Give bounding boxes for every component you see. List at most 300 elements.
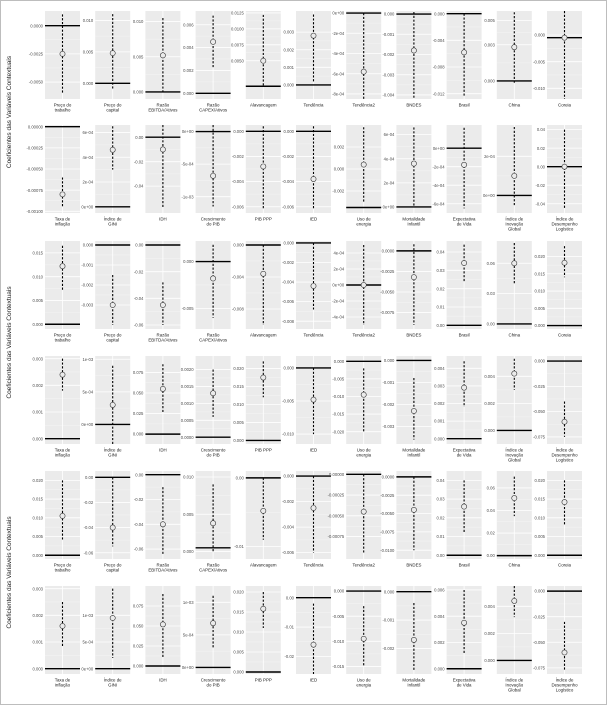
y-tick-label: 6e-04 xyxy=(82,130,94,136)
x-axis-label xyxy=(402,678,425,688)
x-axis-label-line: Razão xyxy=(206,332,220,338)
x-axis-label-line: Brasil xyxy=(458,562,470,568)
point-estimate xyxy=(562,164,567,169)
y-tick-label: 0.000 xyxy=(283,365,294,371)
y-tick-label: 0.000 xyxy=(82,242,94,248)
y-tick-label: 0.005 xyxy=(534,305,545,311)
y-tick-label: 0.000 xyxy=(534,358,545,364)
y-tick-label: -0.004 xyxy=(231,179,244,185)
y-tick-label: 0.002 xyxy=(32,382,43,388)
x-axis-label xyxy=(310,678,317,683)
y-tick-label: 0.0050 xyxy=(230,58,244,64)
panel-2-4 xyxy=(181,125,230,227)
point-estimate xyxy=(411,507,416,512)
point-estimate xyxy=(261,271,266,276)
y-tick-label: 5e-04 xyxy=(82,389,94,395)
panel-2-9 xyxy=(432,125,481,227)
panel-5-7 xyxy=(328,471,382,568)
y-tick-label: 0.000 xyxy=(82,80,94,86)
y-tick-label: 0.00 xyxy=(135,134,144,140)
x-axis-label xyxy=(406,333,421,338)
y-tick-label: -0.002 xyxy=(382,52,395,58)
y-tick-label: 0.003 xyxy=(283,29,294,35)
y-tick-label: 0.075 xyxy=(132,603,144,609)
y-tick-label: -0.006 xyxy=(282,204,294,210)
point-estimate xyxy=(411,637,416,642)
point-estimate xyxy=(160,622,165,627)
x-axis-label xyxy=(310,217,317,222)
point-estimate xyxy=(110,402,115,407)
y-tick-label: 0.000 xyxy=(183,549,194,555)
y-tick-label: 0.00 xyxy=(536,164,545,170)
y-tick-label: 0.02 xyxy=(486,530,495,536)
panel-3-4 xyxy=(182,241,231,343)
panel-1-9 xyxy=(433,11,482,108)
y-tick-label: -0.075 xyxy=(533,665,545,671)
y-tick-label: -0.015 xyxy=(332,664,345,670)
x-axis-label-line: GINI xyxy=(108,452,118,458)
panel-2-2 xyxy=(81,125,130,227)
x-axis-label xyxy=(356,217,371,227)
panel-5-8 xyxy=(380,471,431,568)
point-estimate xyxy=(361,162,366,167)
x-axis-label-line: BNDES xyxy=(406,332,422,338)
y-tick-label: 0.000 xyxy=(333,358,345,364)
x-axis-label xyxy=(104,103,122,113)
y-tick-label: -4e-04 xyxy=(332,51,345,57)
y-tick-label: 0.002 xyxy=(32,612,43,618)
point-estimate xyxy=(462,260,467,265)
y-tick-label: -0.06 xyxy=(133,322,144,328)
panel-6-7 xyxy=(332,586,381,688)
point-estimate xyxy=(462,504,467,509)
y-tick-label: -0.001 xyxy=(382,617,395,623)
y-tick-label: 0.004 xyxy=(484,603,495,609)
x-axis-label-line: CAPEX/Ativos xyxy=(199,107,228,113)
x-axis-label-line: China xyxy=(508,102,521,108)
x-axis-label xyxy=(551,448,578,463)
panel-6-11 xyxy=(533,586,582,693)
y-tick-label: -0.004 xyxy=(282,179,294,185)
y-tick-label: -0.002 xyxy=(382,646,395,652)
y-tick-label: 0e+00 xyxy=(81,204,94,210)
y-tick-label: 2e-04 xyxy=(333,266,345,272)
panel-2-1 xyxy=(26,124,80,226)
x-axis-label xyxy=(255,678,272,683)
x-axis-label-line: IED xyxy=(309,677,318,683)
x-axis-label xyxy=(159,448,167,453)
point-estimate xyxy=(462,162,467,167)
y-tick-label: -0.004 xyxy=(282,524,294,530)
y-tick-label: 0.0100 xyxy=(230,26,244,32)
x-axis-label-line: Desempenho xyxy=(551,682,578,688)
point-estimate xyxy=(411,161,416,166)
x-axis-label xyxy=(148,563,178,573)
point-estimate xyxy=(361,392,366,397)
x-axis-label-line: Global xyxy=(507,457,521,463)
y-tick-label: -0.02 xyxy=(535,182,545,188)
panel-6-1 xyxy=(33,586,80,688)
x-axis-label xyxy=(356,678,371,688)
x-axis-label-line: Global xyxy=(507,687,521,693)
y-tick-label: -0.010 xyxy=(533,85,545,91)
y-tick-label: 0.0000 xyxy=(381,248,395,254)
y-tick-label: 0.015 xyxy=(32,496,43,502)
x-axis-label xyxy=(352,333,375,338)
y-tick-label: 0.0000 xyxy=(180,434,194,440)
y-tick-label: 0e+00 xyxy=(332,10,345,16)
y-tick-label: -0.015 xyxy=(332,411,345,417)
coefficient-panels-chart xyxy=(1,1,607,706)
y-tick-label: 0.03 xyxy=(436,496,445,502)
panel-4-9 xyxy=(434,356,481,458)
y-tick-label: 0.005 xyxy=(32,298,43,304)
x-axis-label-line: capital xyxy=(106,567,120,573)
panel-4-6 xyxy=(282,356,331,453)
x-axis-label-line: PIB PPP xyxy=(254,447,272,453)
point-estimate xyxy=(562,260,567,265)
x-axis-label-line: Alavancagem xyxy=(249,332,277,338)
x-axis-label xyxy=(54,103,72,113)
x-axis-label-line: Logístico xyxy=(555,226,574,232)
y-tick-label: -0.06 xyxy=(133,546,144,552)
y-tick-label: 0.050 xyxy=(132,390,144,396)
y-tick-label: 0.003 xyxy=(32,356,43,362)
y-tick-label: 0.015 xyxy=(233,609,244,615)
y-tick-label: 0.001 xyxy=(434,418,445,424)
y-tick-label: 0.010 xyxy=(132,19,144,25)
point-estimate xyxy=(411,408,416,413)
y-tick-label: 0e+00 xyxy=(432,145,445,151)
y-tick-label: 0.002 xyxy=(434,640,445,646)
point-estimate xyxy=(512,45,517,50)
y-tick-label: 0.00000 xyxy=(27,124,43,130)
y-tick-label: 0.001 xyxy=(32,639,43,645)
y-tick-label: -0.050 xyxy=(533,409,545,415)
y-tick-label: -0.020 xyxy=(332,429,345,435)
x-axis-label-line: IDH xyxy=(159,677,167,683)
y-tick-label: 0.0075 xyxy=(230,42,244,48)
x-axis-label xyxy=(558,563,571,568)
panel-1-3 xyxy=(133,11,180,113)
y-tick-label: -0.075 xyxy=(533,434,545,440)
y-tick-label: 0.000 xyxy=(383,358,395,363)
x-axis-label xyxy=(509,563,521,568)
x-axis-label xyxy=(505,217,523,232)
y-tick-label: 0e+00 xyxy=(81,666,94,672)
point-estimate xyxy=(311,283,316,288)
y-tick-label: 0.015 xyxy=(233,384,244,390)
y-tick-label: 0.000 xyxy=(233,669,244,675)
y-tick-label: 0.000 xyxy=(283,473,294,479)
x-axis-label-line: Mortalidade xyxy=(402,447,426,453)
x-axis-label-line: Mortalidade xyxy=(402,677,426,683)
y-tick-label: -0.01 xyxy=(284,624,294,630)
x-axis-label-line: Índice de xyxy=(505,447,524,453)
panel-3-1 xyxy=(33,241,80,343)
x-axis-label-line: Índice de xyxy=(103,447,122,453)
panel-2-5 xyxy=(232,125,281,222)
y-tick-label: 0.000 xyxy=(534,32,545,38)
y-tick-label: 0e+00 xyxy=(483,193,495,198)
y-tick-label: -0.003 xyxy=(81,302,94,308)
y-tick-label: -0.002 xyxy=(382,402,395,407)
y-tick-label: -2e-04 xyxy=(332,298,345,304)
y-tick-label: 0.010 xyxy=(32,274,43,280)
y-tick-label: -0.001 xyxy=(382,380,395,385)
panel-5-9 xyxy=(436,471,481,568)
x-axis-label xyxy=(459,563,470,568)
y-tick-label: -0.001 xyxy=(81,262,94,268)
y-tick-label: -0.010 xyxy=(332,638,345,644)
y-tick-label: 0.000 xyxy=(233,242,244,248)
x-axis-label-line: Logístico xyxy=(555,457,574,463)
y-tick-label: -0.00050 xyxy=(26,166,43,172)
x-axis-label xyxy=(406,563,421,568)
y-tick-label: 0.020 xyxy=(233,366,244,372)
y-tick-label: -0.008 xyxy=(432,64,445,70)
y-tick-label: 0.001 xyxy=(32,409,43,415)
y-tick-label: 0.002 xyxy=(434,401,445,407)
y-tick-label: 0e+00 xyxy=(181,665,194,671)
x-axis-label-line: Preço do xyxy=(103,562,122,568)
x-axis-label-line: Razão xyxy=(206,102,220,108)
y-tick-label: -0.005 xyxy=(181,306,194,312)
x-axis-label xyxy=(509,333,521,338)
x-axis-label-line: CAPEX/Ativos xyxy=(199,337,228,343)
y-tick-label: 0.0020 xyxy=(180,367,194,373)
y-tick-label: 0.015 xyxy=(534,496,545,502)
x-axis-label xyxy=(255,448,272,453)
point-estimate xyxy=(562,35,567,40)
x-axis-label xyxy=(199,563,228,573)
panel-1-7 xyxy=(332,11,381,108)
y-tick-label: -0.005 xyxy=(332,613,345,619)
y-tick-label: -0.04 xyxy=(83,525,94,531)
panel-6-2 xyxy=(81,586,130,688)
y-tick-label: 0.003 xyxy=(32,586,43,592)
y-tick-label: 6e-04 xyxy=(383,132,395,138)
x-axis-label-line: inflação xyxy=(54,682,71,688)
x-axis-label xyxy=(104,333,122,343)
x-axis-label-line: Tendência2 xyxy=(352,332,375,338)
y-tick-label: 0.000 xyxy=(132,89,144,95)
y-tick-label: 0.005 xyxy=(534,534,545,540)
point-estimate xyxy=(160,53,165,58)
point-estimate xyxy=(562,499,567,504)
x-axis-label-line: Expectativa xyxy=(452,447,476,453)
y-tick-label: 0.000 xyxy=(383,589,395,595)
y-tick-label: 0.00 xyxy=(235,475,244,481)
y-tick-label: -0.04 xyxy=(133,183,144,189)
x-axis-label xyxy=(303,333,324,338)
y-tick-label: -0.008 xyxy=(231,306,244,312)
point-estimate xyxy=(311,505,316,510)
x-axis-label xyxy=(402,217,425,227)
panel-4-7 xyxy=(332,356,381,458)
point-estimate xyxy=(361,69,366,74)
x-axis-label-line: Coreia xyxy=(558,332,571,338)
y-tick-label: -0.02 xyxy=(133,269,144,275)
panel-3-2 xyxy=(81,241,130,343)
point-estimate xyxy=(211,521,216,526)
y-tick-label: 0.000 xyxy=(183,90,194,96)
y-tick-label: 0.00 xyxy=(486,321,495,327)
panel-1-5 xyxy=(231,11,281,108)
point-estimate xyxy=(211,621,216,626)
y-tick-label: 0.000 xyxy=(233,128,244,134)
y-tick-label: 0.025 xyxy=(132,643,144,649)
x-axis-label-line: Taxa de xyxy=(54,677,71,683)
x-axis-label xyxy=(54,563,72,573)
panel-5-5 xyxy=(234,471,281,568)
y-tick-label: 0.00 xyxy=(135,242,144,248)
panel-3-11 xyxy=(535,241,582,338)
x-axis-label xyxy=(406,103,421,108)
point-estimate xyxy=(311,397,316,402)
y-tick-label: 0.002 xyxy=(484,630,495,636)
x-axis-label xyxy=(453,448,476,458)
panel-1-1 xyxy=(29,11,80,113)
panel-3-5 xyxy=(232,241,281,338)
panel-6-3 xyxy=(133,586,180,683)
x-axis-label xyxy=(250,333,277,338)
y-tick-label: 0.06 xyxy=(486,260,495,266)
panel-5-2 xyxy=(84,471,131,573)
x-axis-label-line: inflação xyxy=(54,452,71,458)
x-axis-label xyxy=(459,333,470,338)
x-axis-label-line: EBITDA/Ativos xyxy=(148,107,178,113)
point-estimate xyxy=(512,371,517,376)
x-axis-label-line: Taxa de xyxy=(54,447,71,453)
y-tick-label: 0.000 xyxy=(32,436,43,442)
x-axis-label-line: Logístico xyxy=(555,687,574,693)
point-estimate xyxy=(261,375,266,380)
y-tick-label: 0.00 xyxy=(436,552,445,558)
y-tick-label: -0.0025 xyxy=(28,51,43,57)
x-axis-label-line: Infantil xyxy=(407,221,421,227)
x-axis-label xyxy=(104,563,122,573)
y-tick-label: 2e-04 xyxy=(82,179,94,185)
point-estimate xyxy=(60,51,65,56)
y-tick-label: 0.000 xyxy=(333,166,345,172)
point-estimate xyxy=(211,39,216,44)
x-axis-label-line: Índice de xyxy=(555,216,574,222)
y-tick-label: 0.02 xyxy=(436,515,445,521)
y-tick-label: 0.010 xyxy=(233,629,244,635)
y-tick-label: 0.010 xyxy=(534,515,545,521)
panel-6-10 xyxy=(484,586,531,693)
x-axis-label-line: do PIB xyxy=(206,221,220,227)
y-tick-label: -0.0025 xyxy=(380,269,395,275)
y-tick-label: -2e-04 xyxy=(332,30,345,36)
x-axis-label xyxy=(505,678,523,693)
y-tick-label: -0.002 xyxy=(81,282,94,288)
y-tick-label: 0.006 xyxy=(183,22,194,28)
x-axis-label-line: Tendência2 xyxy=(352,562,375,568)
point-estimate xyxy=(211,391,216,396)
point-estimate xyxy=(211,276,216,281)
y-tick-label: 0.0010 xyxy=(180,400,194,406)
x-axis-label xyxy=(352,103,375,108)
panel-5-1 xyxy=(33,471,80,573)
x-axis-label-line: Índice de xyxy=(505,216,524,222)
y-tick-label: 0.04 xyxy=(486,508,495,514)
x-axis-label-line: Uso de xyxy=(356,447,371,453)
x-axis-label-line: Índice de xyxy=(103,216,122,222)
panel-3-7 xyxy=(332,241,381,338)
y-tick-label: -0.010 xyxy=(282,431,294,437)
panel-2-10 xyxy=(483,125,532,232)
y-tick-label: 0.000 xyxy=(534,552,545,558)
panel-6-6 xyxy=(284,586,331,683)
y-tick-label: 0e+00 xyxy=(81,422,94,428)
y-tick-label: 0.015 xyxy=(534,271,545,277)
panel-2-8 xyxy=(383,125,432,227)
y-tick-label: 0.010 xyxy=(534,288,545,294)
x-axis-label-line: Coreia xyxy=(558,102,571,108)
y-tick-label: 4e-04 xyxy=(82,154,94,160)
y-tick-label: -0.006 xyxy=(282,299,294,305)
x-axis-label-line: energia xyxy=(356,682,372,688)
x-axis-label xyxy=(250,103,277,108)
y-tick-label: -0.00025 xyxy=(327,492,345,498)
x-axis-label-line: Preço do xyxy=(53,102,72,108)
point-estimate xyxy=(110,302,115,307)
y-tick-label: 2e-04 xyxy=(383,180,395,186)
x-axis-label-line: trabalho xyxy=(54,337,71,343)
y-tick-label: -0.00075 xyxy=(327,534,345,540)
point-estimate xyxy=(462,50,467,55)
x-axis-label xyxy=(55,217,71,227)
y-tick-label: 4e-04 xyxy=(333,250,345,256)
point-estimate xyxy=(462,385,467,390)
point-estimate xyxy=(110,147,115,152)
y-tick-label: 0.00 xyxy=(285,595,294,601)
x-axis-label-line: Preço do xyxy=(53,562,72,568)
x-axis-label xyxy=(402,448,425,458)
panel-5-6 xyxy=(282,471,331,568)
x-axis-label-line: China xyxy=(508,562,521,568)
panel-2-7 xyxy=(332,125,381,227)
y-tick-label: 0.000 xyxy=(32,666,43,672)
y-tick-label: -0.0075 xyxy=(380,529,395,535)
x-axis-label-line: China xyxy=(508,332,521,338)
point-estimate xyxy=(562,419,567,424)
x-axis-label xyxy=(199,333,228,343)
x-axis-label-line: Alavancagem xyxy=(249,102,277,108)
y-tick-label: 1e-03 xyxy=(182,599,194,605)
y-tick-label: -0.002 xyxy=(332,188,345,194)
y-tick-label: 0.010 xyxy=(32,515,43,521)
y-tick-label: -0.004 xyxy=(282,279,294,285)
y-tick-label: 0.025 xyxy=(132,411,144,417)
panel-4-4 xyxy=(181,356,231,458)
y-tick-label: 0.005 xyxy=(484,18,495,24)
x-axis-label xyxy=(54,333,72,343)
y-tick-label: 0.0000 xyxy=(30,23,43,29)
y-tick-label: 0.000 xyxy=(283,82,294,88)
y-tick-label: -0.012 xyxy=(432,91,445,97)
y-tick-label: 0.000 xyxy=(333,588,345,594)
y-tick-label: -0.00075 xyxy=(26,187,43,193)
y-tick-label: 0.02 xyxy=(436,286,445,292)
x-axis-label-line: GINI xyxy=(108,682,118,688)
point-estimate xyxy=(60,623,65,628)
point-estimate xyxy=(311,642,316,647)
point-estimate xyxy=(512,261,517,266)
point-estimate xyxy=(110,615,115,620)
